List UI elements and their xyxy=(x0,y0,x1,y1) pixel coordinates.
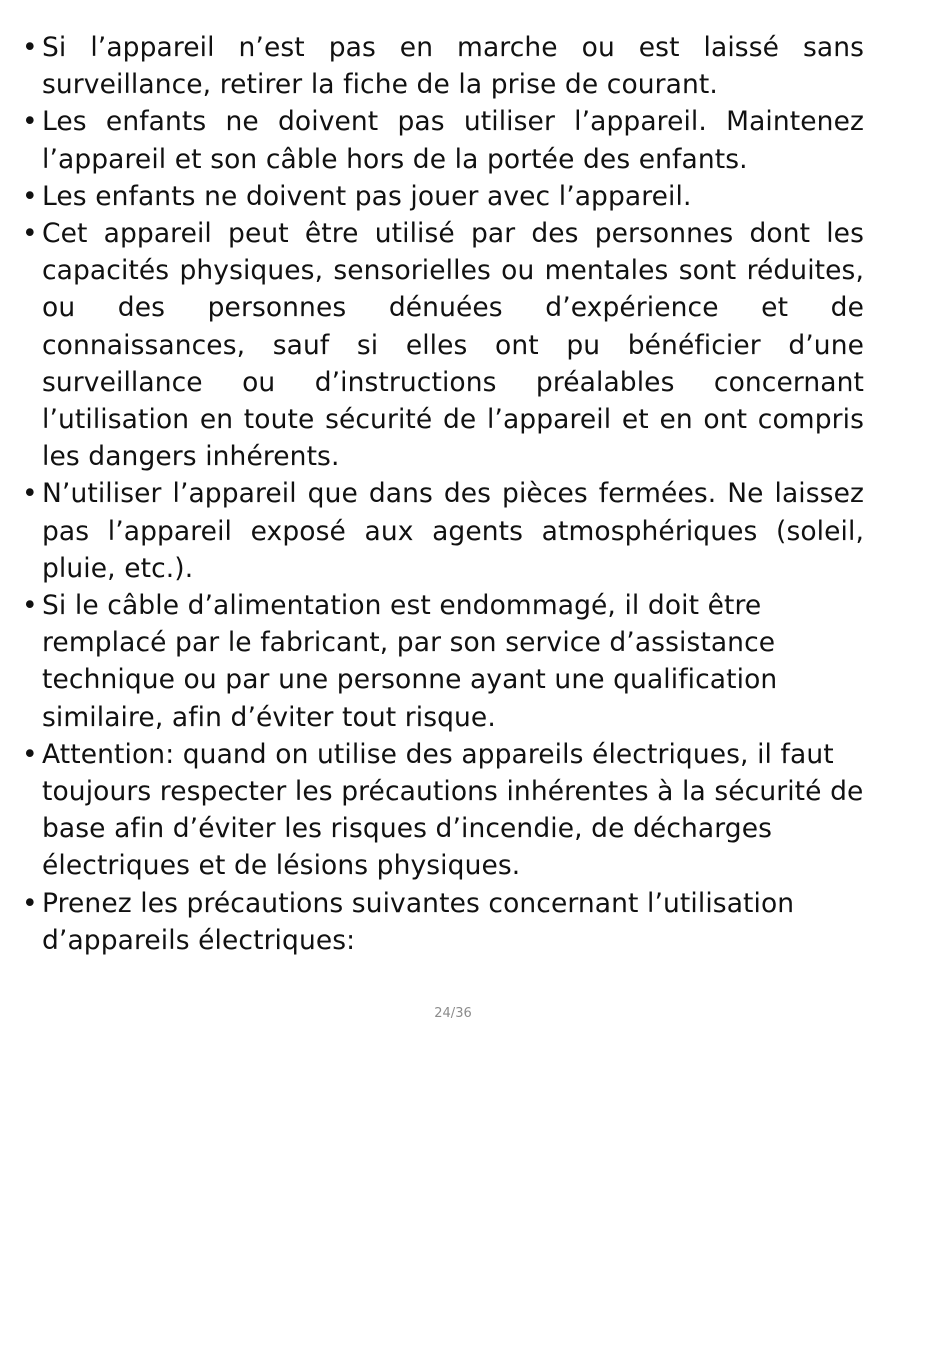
list-item-text: Les enfants ne doivent pas utiliser l’appareil. Maintenez l’appareil et son câble hors de la portée des enfants. xyxy=(42,106,864,175)
list-item-text: Les enfants ne doivent pas jouer avec l’appareil. xyxy=(42,180,692,212)
list-item xyxy=(22,103,864,177)
list-item xyxy=(22,29,864,103)
safety-instructions-list xyxy=(22,29,864,959)
list-item xyxy=(22,587,864,736)
list-item-text: Si le câble d’alimentation est endommagé, il doit être remplacé par le fabricant, par son service d’assistance technique ou par une personne ayant une qualification similaire, afin d’éviter tout risque. xyxy=(42,590,778,733)
bullet-icon: • xyxy=(22,887,38,919)
list-item xyxy=(22,475,864,587)
list-item-text: N’utiliser l’appareil que dans des pièces fermées. Ne laissez pas l’appareil exposé aux agents atmosphériques (soleil, pluie, etc.). xyxy=(42,478,864,584)
bullet-icon: • xyxy=(22,106,38,138)
list-item-text: Si l’appareil n’est pas en marche ou est laissé sans surveillance, retirer la fiche de la prise de courant. xyxy=(42,32,864,101)
list-item xyxy=(22,736,864,885)
bullet-icon: • xyxy=(22,590,38,622)
page-number: 24/36 xyxy=(434,1006,472,1021)
list-item xyxy=(22,178,864,215)
bullet-icon: • xyxy=(22,180,38,212)
list-item-text: Attention: quand on utilise des appareils électriques, il faut toujours respecter les précautions inhérentes à la sécurité de base afin d’éviter les risques d’incendie, de décharges électriques et de lésions physiques. xyxy=(42,738,864,882)
bullet-icon: • xyxy=(22,738,38,770)
list-item xyxy=(22,885,864,959)
list-item xyxy=(22,215,864,475)
bullet-icon: • xyxy=(22,478,38,510)
list-item-text: Cet appareil peut être utilisé par des personnes dont les capacités physiques, sensorielles ou mentales sont réduites, ou des personnes dénuées d’expérience et de connaissances, sauf si elles ont pu bénéficier d’une surveillance ou d’instructions préalables concernant l’utilisation en toute sécurité de l’appareil et en ont compris les dangers inhérents. xyxy=(42,218,864,473)
bullet-icon: • xyxy=(22,218,38,250)
bullet-icon: • xyxy=(22,32,38,63)
list-item-text: Prenez les précautions suivantes concernant l’utilisation d’appareils électriques: xyxy=(42,887,795,956)
